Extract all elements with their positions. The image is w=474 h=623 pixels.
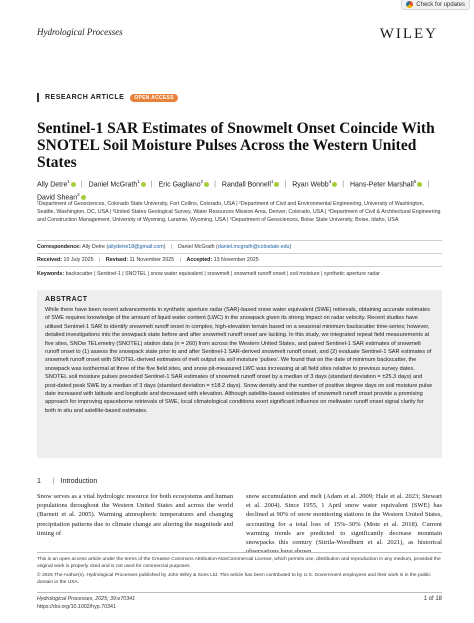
- article-type-marker: [37, 93, 39, 102]
- footer-divider: [37, 592, 442, 593]
- article-type: RESEARCH ARTICLE: [45, 94, 125, 101]
- author-affiliation-number: 2: [77, 192, 80, 198]
- correspondence-person: Ally Detre: [82, 244, 106, 250]
- accepted-label: Accepted:: [186, 257, 213, 263]
- revised-label: Revised:: [105, 257, 129, 263]
- author-name[interactable]: Hans-Peter Marshall: [350, 181, 414, 189]
- orcid-icon[interactable]: [141, 182, 146, 187]
- author-separator: |: [342, 181, 345, 189]
- keywords-text: backscatter | Sentinel-1 | SNOTEL | snow water equivalent | snowmelt | snowmelt runoff onset | soil moisture | synthetic aperture radar: [65, 271, 380, 277]
- license-note: This is an open access article under the terms of the Creative Commons Attribution-NonCommercial License, which permits use, distribution and reproduction in any medium, provided the original work is properly cited and is not used for commercial purposes.: [37, 557, 441, 569]
- divider: [37, 266, 442, 267]
- footer-citation: [37, 596, 135, 611]
- author-affiliation-number: 1: [67, 179, 70, 184]
- body-column-left: Snow serves as a vital hydrologic resource for both ecosystems and human populations throughout the Western United States and across the world (Barnett et al. 2005). Warming atmospheric temperatures and changing precipitation patterns due to climate change are altering the magnitude and timing of: [37, 493, 233, 537]
- section-number: 1: [37, 478, 41, 485]
- author-name[interactable]: Randall Bonnell: [221, 181, 271, 189]
- author-affiliation-number: 5: [413, 179, 417, 184]
- author-affiliation-number: 1: [137, 179, 140, 184]
- affiliations: ¹Department of Geosciences, Colorado State University, Fort Collins, Colorado, USA | ²Department of Civil and Environmental Engineering, University of Washington, Seattle, Washington, DC, USA | ³United States Geological Survey, Water Resources Mission Area, Denver, Colorado, USA | ⁴Department of Civil & Architectural Engineering and Construction Management, University of Wyoming, Laramie, Wyoming, USA | ⁵Department of Geosciences, Boise State University, Boise, Idaho, USA: [37, 201, 441, 223]
- author-name[interactable]: Ryan Webb: [292, 181, 329, 189]
- orcid-icon[interactable]: [274, 182, 279, 187]
- crossmark-icon: [406, 1, 413, 8]
- section-title: Introduction: [60, 478, 98, 485]
- divider: [37, 253, 442, 254]
- footnotes: [37, 556, 442, 588]
- journal-name: Hydrological Processes: [37, 27, 123, 37]
- correspondence-line: Correspondence: Ally Detre (allydetre18@gmail.com) | Daniel McGrath (daniel.mcgrath@colostate.edu): [37, 244, 292, 250]
- body-column-right: snow accumulation and melt (Adam et al. 2009; Hale et al. 2023; Stewart et al. 2004). Since 1955, 1 April snow water equivalent (SWE) has declined at 90% of snow monitoring stations in the Western United States, accounting for a total loss of 15%–30% (Mote et al. 2018). Current warming trends are predicted to significantly decrease mountain snowpacks this century (Siirila-Woodburn et al. 2021), as historical: [246, 493, 442, 547]
- orcid-icon[interactable]: [332, 182, 337, 187]
- divider: [37, 240, 442, 241]
- author-separator: |: [150, 181, 153, 189]
- footnote-divider: [37, 552, 442, 553]
- footer-journal-line: Hydrological Processes, 2025; 39:e70341: [37, 596, 136, 602]
- publisher-logo: WILEY: [379, 26, 438, 42]
- orcid-icon[interactable]: [417, 182, 422, 187]
- section-heading: [37, 478, 97, 485]
- article-title: Sentinel-1 SAR Estimates of Snowmelt Onset Coincide With SNOTEL Soil Moisture Pulses Across the Western United States: [37, 120, 435, 171]
- author-name[interactable]: David Shean: [37, 194, 78, 202]
- footer-doi-link[interactable]: https://doi.org/10.1002/hyp.70341: [37, 603, 116, 610]
- revised-date: 11 November 2025: [129, 257, 175, 263]
- received-date: 10 July 2025: [63, 257, 94, 263]
- author-name[interactable]: Eric Gagliano: [158, 181, 201, 189]
- author-name[interactable]: Ally Detre: [37, 181, 68, 189]
- check-for-updates-badge[interactable]: [401, 0, 470, 10]
- abstract-heading: ABSTRACT: [45, 296, 88, 303]
- dates-separator: |: [99, 257, 101, 263]
- author-name[interactable]: Daniel McGrath: [88, 181, 138, 189]
- article-type-row: [37, 93, 178, 102]
- orcid-icon[interactable]: [71, 182, 76, 187]
- author-affiliation-number: 4: [328, 179, 332, 184]
- author-separator: |: [214, 181, 216, 189]
- author-affiliation-number: 1: [270, 179, 274, 184]
- abstract-box: [37, 290, 442, 458]
- author-separator: |: [427, 181, 430, 189]
- page-number: 1 of 18: [423, 596, 442, 602]
- correspondence-separator: |: [170, 244, 173, 250]
- orcid-icon[interactable]: [204, 182, 209, 187]
- received-label: Received:: [37, 257, 63, 263]
- author-separator: |: [80, 181, 83, 189]
- correspondence-email-link[interactable]: allydetre18@gmail.com: [108, 244, 164, 250]
- dates-separator: |: [179, 257, 182, 263]
- keywords-line: [37, 270, 442, 278]
- section-separator: |: [52, 478, 55, 485]
- abstract-text: While there have been recent advancements in synthetic aperture radar (SAR)-based snow water equivalent (SWE) retrievals, obtaining accurate estimates of SWE requires knowledge of the amount of liquid water content (LWC) in the snowpack given its strong impact on radar velocity. Recent studies have utilised Sentinel-1 SAR to identify snowmelt runoff onset in complex, high-elevation terrain based on a seasonal minimum backscatter time-series; however, detailed investigations into the snowpack state before and after snowmelt runoff onset are lacking. In this study, we integrated repeat field measurements at five sites, SNOw TELemetry (SNOTEL) station data (n = 260) from across the Western United States, and paired Sentinel-1 SAR estimates of snowmelt runoff onset to (1) assess the snowpack state prior to and after Sentinel-1 SAR-derived snowmelt runoff onset, and (2) evaluate Sentinel-1 SAR estimates of snowmelt runoff onset with SNOTEL-derived estimates of melt output via soil moisture 'pulses'. We found that on the date of minimum backscatter, the snowpack was isothermal at three of the five field sites, and snow pit-measured LWC was increasing at all field sites relative to previous survey dates. SNOTEL soil moisture pulses preceded Sentinel-1 SAR estimates of snowmelt runoff onset by a median of 3 days (standard deviation = ±25.3 days) and post-dated peak SWE by a median of 3 days (standard deviation = ±18.2 days). Snow density and the number of positive degree days on soil moisture pulse date increased with latitude and longitude and decreased with elevation. Although satellite-based estimates of snowmelt runoff onset provide a promising approach for improving spaceborne retrievals of SWE, local climatological conditions exert significant influence on meltwater runoff onset signal clarity for both in situ and satellite-based estimates.: [45, 307, 433, 414]
- copyright-note: © 2025 The Author(s). Hydrological Processes published by John Wiley & Sons Ltd. This article has been contributed to by U.S. Government employees and their work is in the public domain in the USA.: [37, 573, 431, 585]
- open-access-badge: OPEN ACCESS: [130, 94, 178, 102]
- accepted-date: 13 November 2025: [213, 257, 259, 263]
- correspondence-label: Correspondence:: [37, 244, 81, 250]
- author-affiliation-number: 2: [200, 179, 204, 184]
- correspondence-email-link[interactable]: daniel.mcgrath@colostate.edu: [217, 244, 290, 250]
- dates-line: [37, 256, 442, 264]
- author-separator: |: [284, 181, 287, 189]
- check-for-updates-label: Check for updates: [416, 1, 465, 8]
- keywords-label: Keywords:: [37, 271, 65, 277]
- correspondence-person: Daniel McGrath: [177, 244, 215, 250]
